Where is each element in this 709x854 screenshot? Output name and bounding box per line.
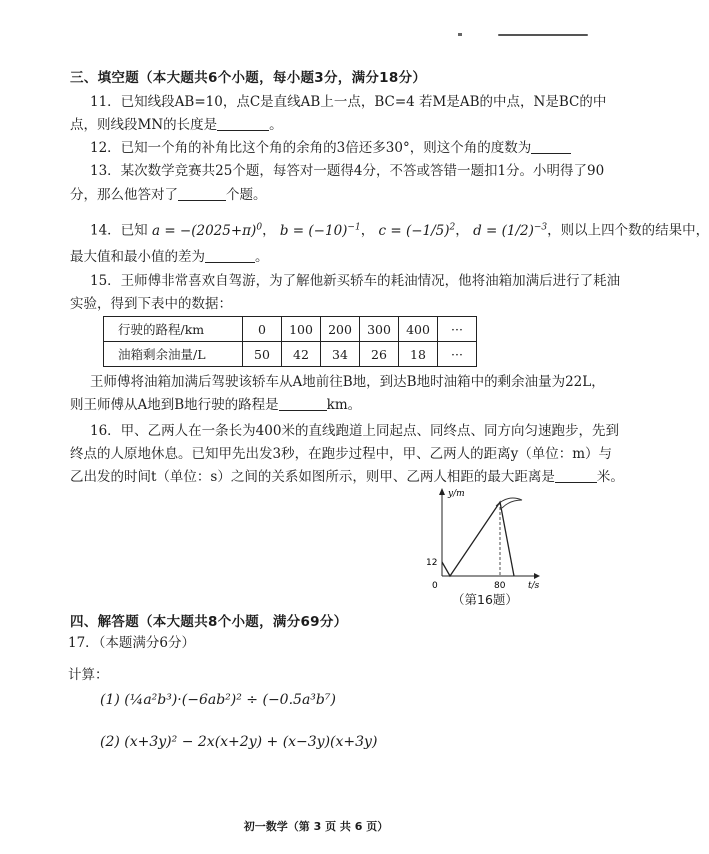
- q14-end: 。: [255, 249, 269, 265]
- table-cell: 42: [282, 342, 321, 367]
- q16-end: 米。: [596, 469, 624, 485]
- q12-text: 12．已知一个角的补角比这个角的余角的3倍还多30°，则这个角的度数为: [90, 140, 532, 156]
- q13-end: 个题。: [226, 187, 267, 203]
- x-axis-arrow: [534, 573, 540, 579]
- q16-line2: 终点的人原地休息。已知甲先出发3秒，在跑步过程中，甲、乙两人的距离y（单位：m）与: [70, 446, 613, 462]
- scan-mark-line: [498, 34, 588, 36]
- q16-text: 乙出发的时间t（单位：s）之间的关系如图所示，则甲、乙两人相距的最大距离是: [70, 469, 555, 485]
- q15-line2: 实验，得到下表中的数据：: [70, 296, 232, 312]
- q17-title: 17．（本题满分6分）: [68, 635, 196, 651]
- q14-c: $c = (-1/5)^2$: [378, 222, 456, 239]
- q15-line3: 王师傅将油箱加满后驾驶该轿车从A地前往B地，到达B地时油箱中的剩余油量为22L，: [90, 374, 605, 390]
- q11-text: 点，则线段MN的长度是: [70, 117, 218, 133]
- q17-part1: (1) (¼a²b³)·(−6ab²)² ÷ (−0.5a³b⁷): [100, 692, 336, 708]
- table-header-fuel: 油箱剩余油量/L: [104, 342, 243, 367]
- q14-line1: 14．已知 $a = -(2025+\pi)^0$， $b = (-10)^{-1}$， $c = (-1/5)^2$， $d = (1/2)^{-3}$，则以上四个数的结果中，: [90, 222, 709, 239]
- q13-line2: [70, 186, 590, 204]
- table-cell: 400: [399, 317, 438, 342]
- page-footer: 初一数学（第 3 页 共 6 页）: [243, 820, 389, 833]
- q15-answer-blank[interactable]: [279, 396, 327, 411]
- q15-data-table: [103, 316, 477, 367]
- table-cell: ···: [438, 317, 477, 342]
- q15-line4: [70, 396, 590, 414]
- q14-a: $a = -(2025+\pi)^0$: [151, 222, 263, 239]
- table-cell: 300: [360, 317, 399, 342]
- q16-graph: [420, 486, 540, 598]
- q16-line3: [70, 468, 624, 486]
- table-cell: 50: [243, 342, 282, 367]
- q11-end: 。: [269, 117, 283, 133]
- q14-b: $b = (-10)^{-1}$: [279, 222, 361, 239]
- table-cell: 26: [360, 342, 399, 367]
- q16-line1: 16．甲、乙两人在一条长为400米的直线跑道上同起点、同终点、同方向匀速跑步，先到: [90, 423, 619, 439]
- q13-text: 分，那么他答对了: [70, 187, 178, 203]
- q11-line1: 11．已知线段AB=10，点C是直线AB上一点，BC=4 若M是AB的中点，N是BC的中: [90, 94, 607, 110]
- q12-answer-blank[interactable]: [531, 139, 571, 154]
- section-3-title: 三、填空题（本大题共6个小题，每小题3分，满分18分）: [70, 70, 427, 86]
- q14-answer-blank[interactable]: [205, 248, 255, 263]
- q15-text: 则王师傅从A地到B地行驶的路程是: [70, 397, 279, 413]
- section-4-title: 四、解答题（本大题共8个小题，满分69分）: [70, 614, 348, 630]
- scan-mark: [458, 33, 462, 36]
- x-axis-label: t/s: [528, 581, 540, 591]
- q14-d: $d = (1/2)^{-3}$: [473, 222, 548, 239]
- q14-prefix: 14．已知: [90, 222, 148, 239]
- table-row: [104, 317, 477, 342]
- table-cell: 18: [399, 342, 438, 367]
- q17-instruction: 计算：: [68, 667, 109, 683]
- q11-answer-blank[interactable]: [217, 116, 269, 131]
- y-axis-arrow: [439, 488, 445, 495]
- table-cell: 100: [282, 317, 321, 342]
- q17-part2: (2) (x+3y)² − 2x(x+2y) + (x−3y)(x+3y): [100, 734, 378, 750]
- y-axis-label: y/m: [448, 489, 465, 499]
- q15-end: km。: [326, 397, 362, 413]
- y-tick-label: 12: [426, 558, 438, 568]
- table-row: [104, 342, 477, 367]
- table-cell: ···: [438, 342, 477, 367]
- table-cell: 200: [321, 317, 360, 342]
- table-header-distance: 行驶的路程/km: [104, 317, 243, 342]
- q14-line2: [70, 248, 590, 266]
- q14-suffix: ，则以上四个数的结果中，: [547, 222, 709, 239]
- q15-line1: 15．王师傅非常喜欢自驾游，为了解他新买轿车的耗油情况，他将油箱加满后进行了耗油: [90, 273, 621, 289]
- q11-line2: [70, 116, 590, 134]
- x-tick-label: 80: [494, 581, 506, 591]
- distance-curve: [442, 502, 514, 576]
- q13-answer-blank[interactable]: [178, 186, 226, 201]
- table-cell: 34: [321, 342, 360, 367]
- q16-figure-caption: （第16题）: [452, 592, 518, 607]
- origin-label: 0: [432, 581, 438, 591]
- q16-answer-blank[interactable]: [555, 468, 597, 483]
- q13-line1: 13．某次数学竞赛共25个题，每答对一题得4分，不答或答错一题扣1分。小明得了90: [90, 163, 605, 179]
- q14-text: 最大值和最小值的差为: [70, 249, 205, 265]
- table-cell: 0: [243, 317, 282, 342]
- q12-line: [90, 139, 610, 157]
